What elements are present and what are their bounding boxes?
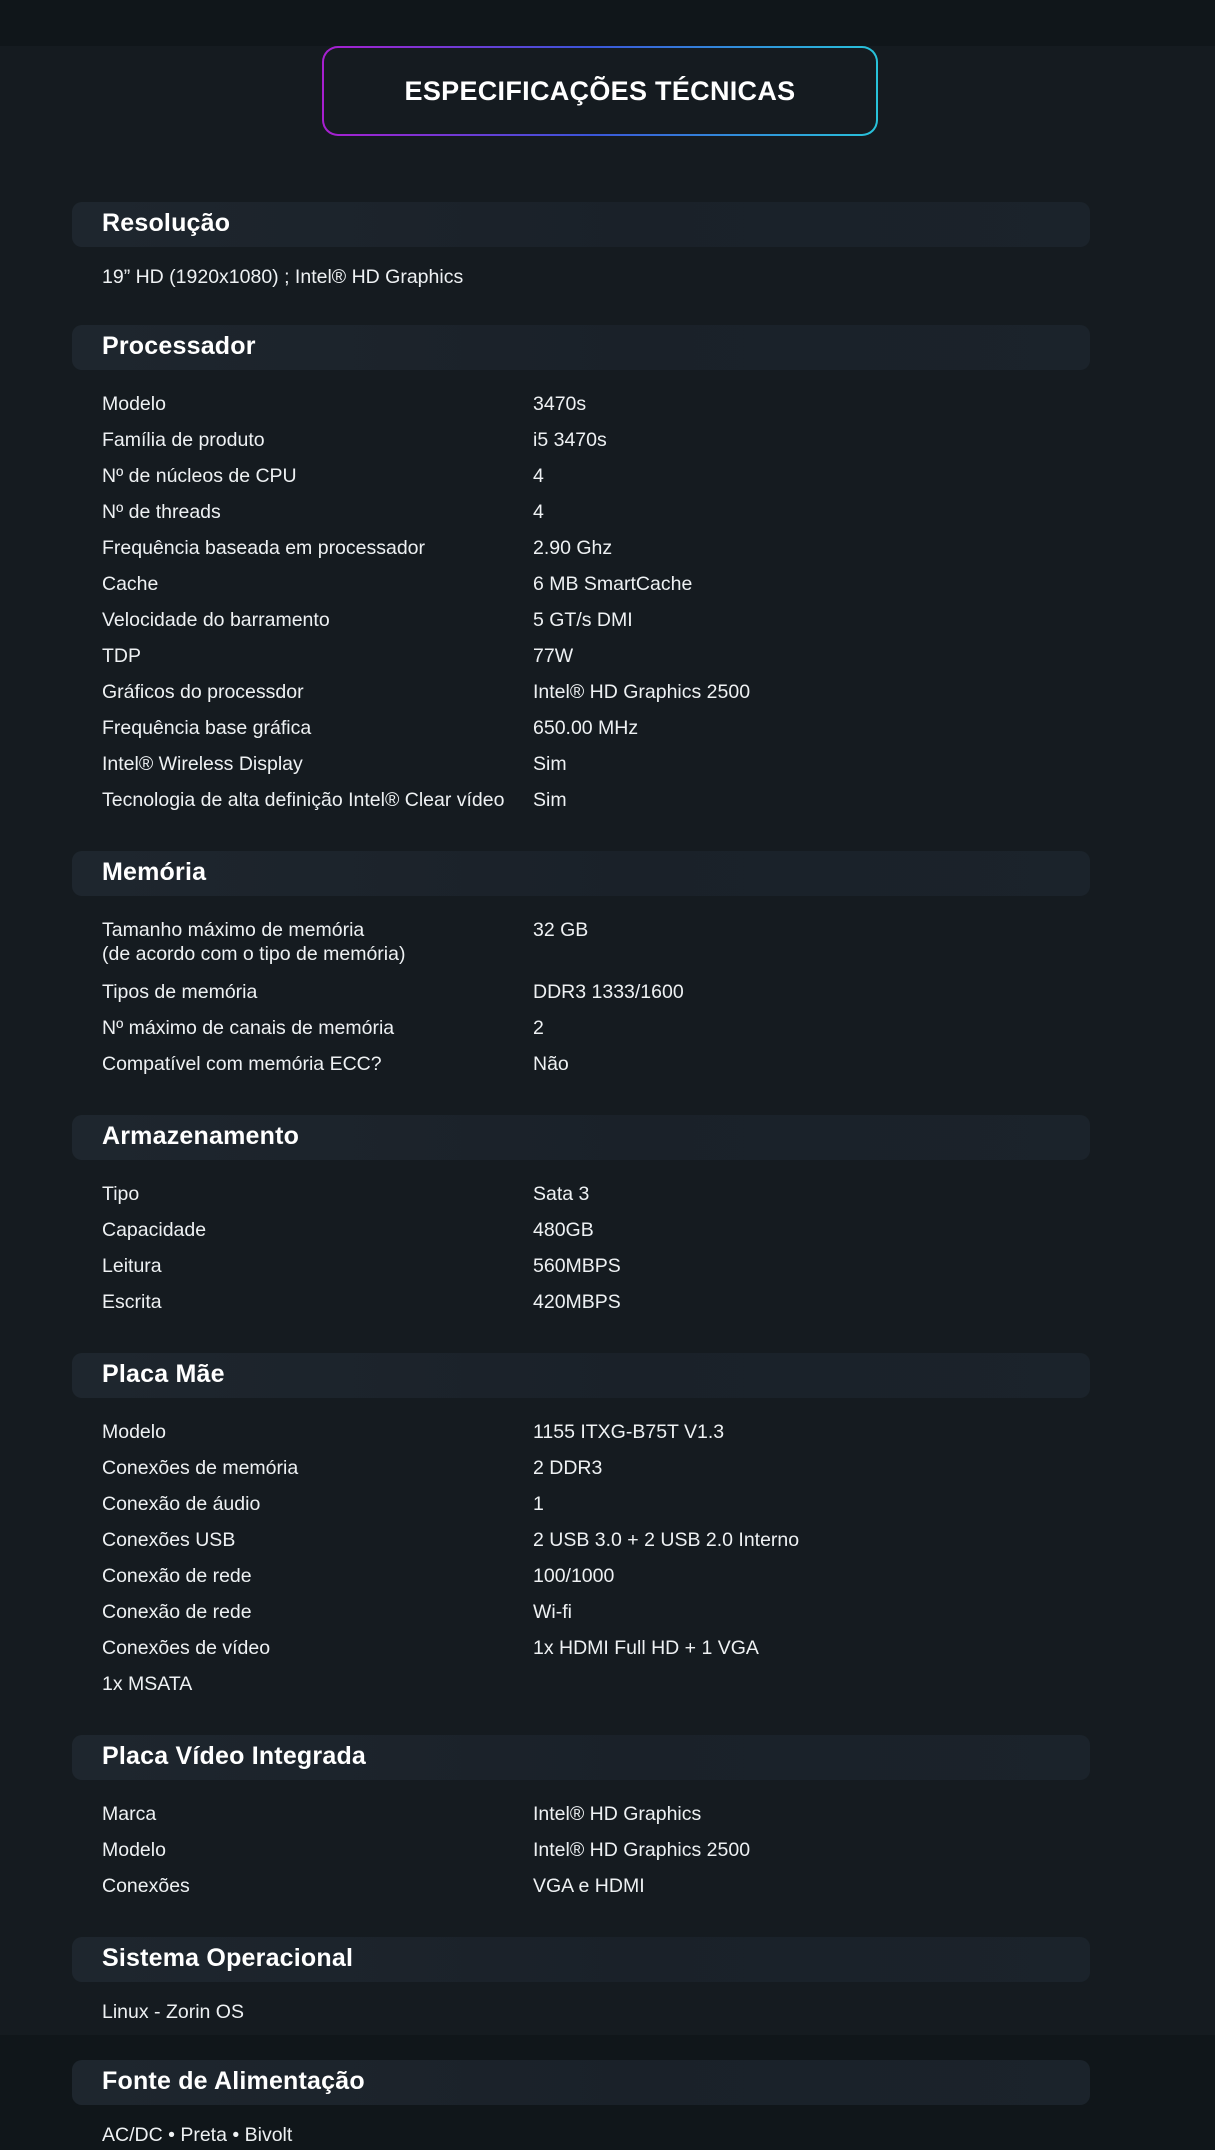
spec-label: Conexão de rede: [102, 1565, 252, 1587]
spec-value: 4: [533, 465, 544, 487]
spec-row: [102, 746, 1090, 782]
section-heading: Placa Mãe: [72, 1353, 1090, 1398]
spec-rows: [102, 1176, 1090, 1320]
spec-row: [102, 1284, 1090, 1320]
spec-row: [102, 1832, 1090, 1868]
spec-value: 5 GT/s DMI: [533, 609, 633, 631]
spec-value: Não: [533, 1053, 569, 1075]
spec-rows: [102, 1414, 1090, 1702]
spec-label: Marca: [102, 1803, 157, 1825]
section-heading: Processador: [72, 325, 1090, 370]
spec-value: 480GB: [533, 1219, 594, 1241]
spec-row: [102, 1414, 1090, 1450]
spec-row: [102, 386, 1090, 422]
spec-value: 650.00 MHz: [533, 717, 639, 739]
spec-label: Conexões de vídeo: [102, 1637, 271, 1659]
spec-label: Gráficos do processdor: [102, 681, 304, 703]
spec-value: Intel® HD Graphics 2500: [533, 681, 751, 703]
spec-row: [102, 1666, 1090, 1702]
section-placa-video-integrada: [72, 1735, 1090, 1904]
section-fonte-de-alimentacao: [72, 2060, 1090, 2150]
spec-row: [102, 674, 1090, 710]
spec-label: Escrita: [102, 1291, 162, 1313]
spec-label: Nº máximo de canais de memória: [102, 1017, 395, 1039]
spec-label: Intel® Wireless Display: [102, 753, 303, 775]
section-placa-mae: [72, 1353, 1090, 1702]
spec-value: 6 MB SmartCache: [533, 573, 693, 595]
spec-label: Tipo: [102, 1183, 140, 1205]
spec-label-line1: Tamanho máximo de memória: [102, 919, 365, 941]
spec-row: [102, 1594, 1090, 1630]
spec-value: i5 3470s: [533, 429, 607, 451]
spec-row: [102, 458, 1090, 494]
spec-label: Modelo: [102, 1839, 166, 1861]
section-resolucao: [72, 202, 1090, 292]
spec-label: TDP: [102, 645, 141, 667]
spec-label: Nº de threads: [102, 501, 221, 523]
spec-value: 1: [533, 1493, 544, 1515]
section-processador: [72, 325, 1090, 818]
spec-value: DDR3 1333/1600: [533, 981, 684, 1003]
spec-value: 1155 ITXG-B75T V1.3: [533, 1421, 725, 1443]
section-sistema-operacional: [72, 1937, 1090, 2027]
spec-value: Sim: [533, 753, 567, 775]
spec-row: [102, 1486, 1090, 1522]
spec-rows: [102, 1796, 1090, 1904]
spec-row: [102, 1868, 1090, 1904]
spec-row: [102, 1010, 1090, 1046]
spec-value: 100/1000: [533, 1565, 615, 1587]
spec-row: [102, 974, 1090, 1010]
spec-row: [102, 602, 1090, 638]
spec-value: Sim: [533, 789, 567, 811]
spec-row: [102, 638, 1090, 674]
spec-rows: [102, 386, 1090, 818]
spec-row: [102, 566, 1090, 602]
spec-row: [102, 1558, 1090, 1594]
spec-label: Conexão de áudio: [102, 1493, 261, 1515]
spec-row: [102, 1796, 1090, 1832]
section-heading: Resolução: [72, 202, 1090, 247]
spec-row: [102, 1248, 1090, 1284]
spec-value: 1x HDMI Full HD + 1 VGA: [533, 1637, 759, 1659]
spec-label: Modelo: [102, 393, 166, 415]
section-heading: Memória: [72, 851, 1090, 896]
spec-row: [102, 912, 1090, 974]
spec-row: [102, 1212, 1090, 1248]
spec-label: Modelo: [102, 1421, 166, 1443]
section-heading: Armazenamento: [72, 1115, 1090, 1160]
spec-value: 2 USB 3.0 + 2 USB 2.0 Interno: [533, 1529, 800, 1551]
spec-value: 560MBPS: [533, 1255, 621, 1277]
spec-value: 2: [533, 1017, 544, 1039]
spec-value: 32 GB: [533, 919, 589, 941]
spec-label: Capacidade: [102, 1219, 207, 1241]
spec-value: 3470s: [533, 393, 587, 415]
spec-label: Leitura: [102, 1255, 162, 1277]
spec-row: [102, 1046, 1090, 1082]
spec-label: Cache: [102, 573, 159, 595]
section-text: 19” HD (1920x1080) ; Intel® HD Graphics: [102, 266, 464, 288]
spec-value: Intel® HD Graphics 2500: [533, 1839, 751, 1861]
spec-label: Nº de núcleos de CPU: [102, 465, 297, 487]
spec-value: 2.90 Ghz: [533, 537, 613, 559]
spec-label-line2: (de acordo com o tipo de memória): [102, 943, 406, 965]
spec-value: Sata 3: [533, 1183, 590, 1205]
spec-row: [102, 1522, 1090, 1558]
section-heading: Sistema Operacional: [72, 1937, 1090, 1982]
spec-sheet-page: [0, 46, 1215, 2146]
spec-content: [72, 202, 1090, 2150]
spec-label: Família de produto: [102, 429, 265, 451]
spec-row: [102, 1450, 1090, 1486]
title-box: [322, 46, 878, 136]
spec-value: Wi-fi: [533, 1601, 572, 1623]
spec-label: Conexões USB: [102, 1529, 236, 1551]
spec-label: [102, 912, 533, 974]
spec-label: Frequência base gráfica: [102, 717, 312, 739]
spec-row: [102, 1630, 1090, 1666]
section-heading: Fonte de Alimentação: [72, 2060, 1090, 2105]
spec-row: [102, 710, 1090, 746]
spec-label: Compatível com memória ECC?: [102, 1053, 382, 1075]
spec-label: Conexões: [102, 1875, 190, 1897]
spec-row: [102, 1176, 1090, 1212]
section-armazenamento: [72, 1115, 1090, 1320]
spec-value: 4: [533, 501, 544, 523]
section-text: Linux - Zorin OS: [102, 2001, 244, 2023]
section-text: AC/DC • Preta • Bivolt: [102, 2124, 293, 2146]
title-box-inner: [324, 48, 876, 134]
spec-value: 420MBPS: [533, 1291, 621, 1313]
spec-value: VGA e HDMI: [533, 1875, 645, 1897]
spec-row: [102, 494, 1090, 530]
spec-value: 77W: [533, 645, 574, 667]
spec-label: Conexões de memória: [102, 1457, 299, 1479]
spec-row: [102, 782, 1090, 818]
page-title: ESPECIFICAÇÕES TÉCNICAS: [404, 76, 796, 106]
section-memoria: [72, 851, 1090, 1082]
spec-value: Intel® HD Graphics: [533, 1803, 702, 1825]
spec-row: [102, 530, 1090, 566]
spec-label: 1x MSATA: [102, 1673, 193, 1695]
spec-rows: [102, 912, 1090, 1082]
spec-value: 2 DDR3: [533, 1457, 603, 1479]
spec-label: Tecnologia de alta definição Intel® Clear vídeo: [102, 789, 505, 811]
spec-label: Velocidade do barramento: [102, 609, 330, 631]
spec-label: Frequência baseada em processador: [102, 537, 426, 559]
spec-label: Tipos de memória: [102, 981, 258, 1003]
spec-label: Conexão de rede: [102, 1601, 252, 1623]
spec-row: [102, 422, 1090, 458]
section-heading: Placa Vídeo Integrada: [72, 1735, 1090, 1780]
